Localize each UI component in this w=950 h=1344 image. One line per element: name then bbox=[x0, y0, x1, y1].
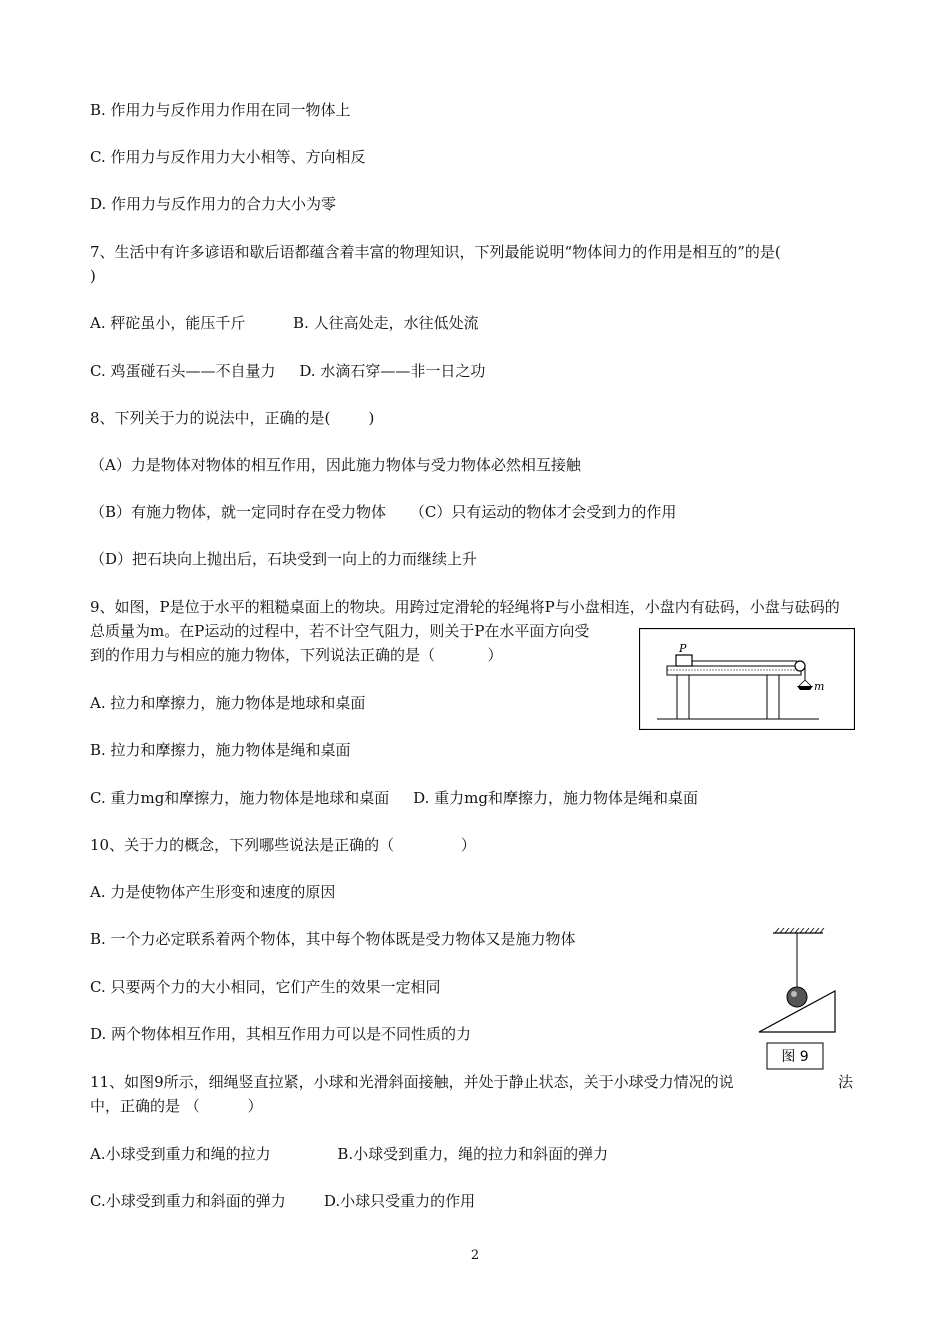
q6-option-d: D. 作用力与反作用力的合力大小为零 bbox=[90, 195, 337, 213]
q8-option-d: （D）把石块向上抛出后，石块受到一向上的力而继续上升 bbox=[90, 550, 478, 568]
q8-options-bc: （B）有施力物体，就一定同时存在受力物体 （C）只有运动的物体才会受到力的作用 bbox=[90, 503, 677, 521]
q10-option-c: C. 只要两个力的大小相同，它们产生的效果一定相同 bbox=[90, 978, 441, 996]
q6-option-b: B. 作用力与反作用力作用在同一物体上 bbox=[90, 101, 351, 119]
q9-stem: 9、如图，P是位于水平的粗糙桌面上的物块。用跨过定滑轮的轻绳将P与小盘相连，小盘内有砝码，小盘与砝码的 bbox=[90, 598, 840, 616]
q9-fig-label-p: P bbox=[679, 642, 687, 655]
q7-stem-cont: ) bbox=[90, 267, 96, 285]
q9-fig-label-m: m bbox=[814, 680, 825, 693]
q7-options-cd: C. 鸡蛋碰石头——不自量力 D. 水滴石穿——非一日之功 bbox=[90, 362, 486, 380]
q9-option-a: A. 拉力和摩擦力，施力物体是地球和桌面 bbox=[90, 694, 366, 712]
q10-stem: 10、关于力的概念，下列哪些说法是正确的（ ） bbox=[90, 836, 476, 854]
q10-option-b: B. 一个力必定联系着两个物体，其中每个物体既是受力物体又是施力物体 bbox=[90, 930, 576, 948]
q7-stem: 7、生活中有许多谚语和歇后语都蕴含着丰富的物理知识，下列最能说明“物体间力的作用是相互的”的是( bbox=[90, 243, 781, 261]
q11-stem: 11、如图9所示，细绳竖直拉紧，小球和光滑斜面接触，并处于静止状态，关于小球受力情况的说 bbox=[90, 1073, 734, 1091]
q8-option-a: （A）力是物体对物体的相互作用，因此施力物体与受力物体必然相互接触 bbox=[90, 456, 581, 474]
figure-9-ball-incline bbox=[755, 925, 850, 1075]
q6-option-c: C. 作用力与反作用力大小相等、方向相反 bbox=[90, 148, 366, 166]
q9-option-b: B. 拉力和摩擦力，施力物体是绳和桌面 bbox=[90, 741, 351, 759]
q11-stem-tail: 法 bbox=[838, 1073, 854, 1091]
q11-stem-cont: 中，正确的是 （ ） bbox=[90, 1097, 263, 1115]
q10-option-a: A. 力是使物体产生形变和速度的原因 bbox=[90, 883, 336, 901]
page-number: 2 bbox=[470, 1248, 480, 1263]
q9-options-cd: C. 重力mg和摩擦力，施力物体是地球和桌面 D. 重力mg和摩擦力，施力物体是绳和桌面 bbox=[90, 789, 699, 807]
q7-options-ab: A. 秤砣虽小，能压千斤 B. 人往高处走，水往低处流 bbox=[90, 314, 479, 332]
figure-9-caption: 图 9 bbox=[781, 1049, 809, 1065]
q10-option-d: D. 两个物体相互作用，其相互作用力可以是不同性质的力 bbox=[90, 1025, 472, 1043]
q9-stem-cont: 总质量为m。在P运动的过程中，若不计空气阻力，则关于P在水平面方向受 bbox=[90, 622, 590, 640]
q9-table-pulley-figure bbox=[639, 628, 855, 730]
q8-stem: 8、下列关于力的说法中，正确的是( ) bbox=[90, 409, 375, 427]
q9-stem-cont2: 到的作用力与相应的施力物体，下列说法正确的是（ ） bbox=[90, 646, 503, 664]
q11-options-cd: C.小球受到重力和斜面的弹力 D.小球只受重力的作用 bbox=[90, 1192, 476, 1210]
q11-options-ab: A.小球受到重力和绳的拉力 B.小球受到重力，绳的拉力和斜面的弹力 bbox=[90, 1145, 609, 1163]
